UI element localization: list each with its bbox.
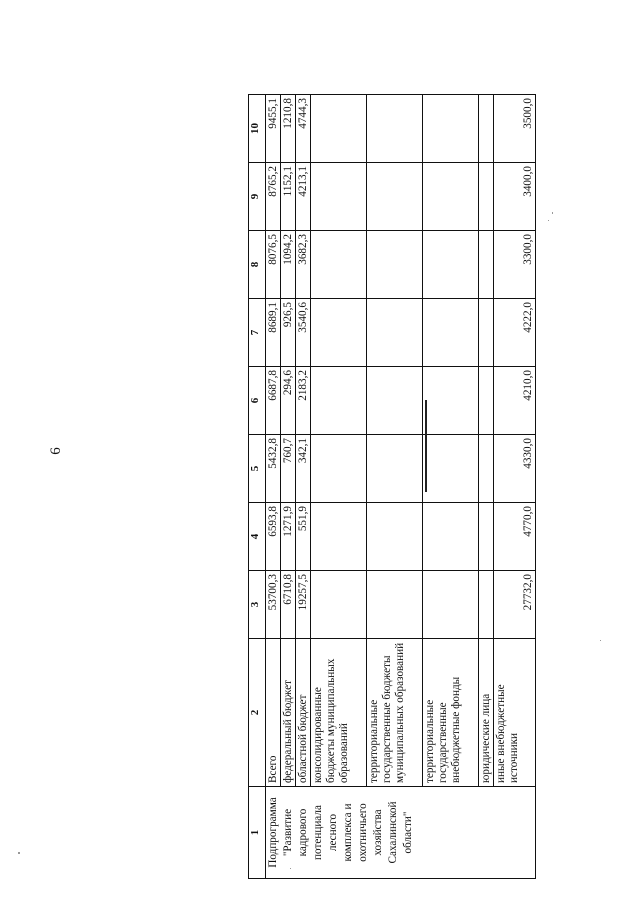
value-cell: 6710,8: [281, 571, 296, 639]
value-cell: 1152,1: [281, 163, 296, 231]
funding-source-label: федеральный бюджет: [281, 639, 296, 787]
value-cell: [311, 231, 367, 299]
value-cell: 19257,5: [296, 571, 311, 639]
value-cell: [367, 163, 423, 231]
closing-rule: [425, 400, 427, 492]
funding-source-label: иные внебюджетные источники: [494, 639, 536, 787]
value-cell: [479, 571, 494, 639]
value-cell: [423, 95, 479, 163]
value-cell: 4744,3: [296, 95, 311, 163]
value-cell: [423, 367, 479, 435]
scan-speck: [290, 868, 291, 869]
funding-source-label: территориальные государственные бюджеты муниципальных образований: [367, 639, 423, 787]
value-cell: 5432,8: [266, 435, 281, 503]
header-cell: 3: [249, 571, 266, 639]
subprogram-name-cell: Подпрограмма "Развитие кадрового потенциала лесного комплекса и охотничьего хозяйства Сахалинской области": [266, 787, 536, 879]
header-cell: 1: [249, 787, 266, 879]
value-cell: 2183,2: [296, 367, 311, 435]
value-cell: [367, 299, 423, 367]
header-cell: 7: [249, 299, 266, 367]
value-cell: 8765,2: [266, 163, 281, 231]
header-cell: 5: [249, 435, 266, 503]
funding-source-label: юридические лица: [479, 639, 494, 787]
scan-speck: [548, 220, 549, 221]
value-cell: 8689,1: [266, 299, 281, 367]
header-cell: 8: [249, 231, 266, 299]
value-cell: 9455,1: [266, 95, 281, 163]
value-cell: 3300,0: [494, 231, 536, 299]
table-row: [311, 95, 367, 879]
value-cell: [423, 571, 479, 639]
value-cell: [423, 231, 479, 299]
value-cell: [423, 435, 479, 503]
table-row: [479, 95, 494, 879]
header-cell: 4: [249, 503, 266, 571]
value-cell: [367, 503, 423, 571]
value-cell: 1210,8: [281, 95, 296, 163]
value-cell: [479, 163, 494, 231]
value-cell: 3500,0: [494, 95, 536, 163]
page-number: 6: [48, 447, 64, 455]
table-row: [281, 95, 296, 879]
funding-table: [248, 94, 536, 879]
value-cell: [479, 503, 494, 571]
value-cell: 926,5: [281, 299, 296, 367]
table-row: [296, 95, 311, 879]
value-cell: 4210,0: [494, 367, 536, 435]
header-cell: 10: [249, 95, 266, 163]
table-row: [494, 95, 536, 879]
value-cell: [367, 571, 423, 639]
value-cell: [311, 299, 367, 367]
value-cell: 6687,8: [266, 367, 281, 435]
value-cell: [479, 367, 494, 435]
value-cell: 3400,0: [494, 163, 536, 231]
table-row: [266, 95, 281, 879]
funding-source-label: консолидированные бюджеты муниципальных образований: [311, 639, 367, 787]
value-cell: 8076,5: [266, 231, 281, 299]
value-cell: 3540,6: [296, 299, 311, 367]
value-cell: 551,9: [296, 503, 311, 571]
value-cell: [423, 163, 479, 231]
value-cell: [367, 95, 423, 163]
value-cell: [367, 435, 423, 503]
header-cell: 9: [249, 163, 266, 231]
value-cell: 294,6: [281, 367, 296, 435]
header-cell: 6: [249, 367, 266, 435]
value-cell: 27732,0: [494, 571, 536, 639]
value-cell: [479, 231, 494, 299]
value-cell: 3682,3: [296, 231, 311, 299]
value-cell: [479, 95, 494, 163]
value-cell: 4330,0: [494, 435, 536, 503]
scan-speck: [600, 640, 601, 641]
value-cell: [311, 163, 367, 231]
funding-source-label: Всего: [266, 639, 281, 787]
value-cell: [367, 231, 423, 299]
value-cell: [479, 299, 494, 367]
funding-table-wrapper: [248, 95, 534, 879]
value-cell: 53700,3: [266, 571, 281, 639]
value-cell: [311, 95, 367, 163]
header-cell: 2: [249, 639, 266, 787]
value-cell: 4213,1: [296, 163, 311, 231]
header-row: [249, 95, 266, 879]
value-cell: [423, 503, 479, 571]
funding-source-label: областной бюджет: [296, 639, 311, 787]
value-cell: [311, 571, 367, 639]
value-cell: [367, 367, 423, 435]
funding-source-label: территориальные государственные внебюджетные фонды: [423, 639, 479, 787]
value-cell: [311, 435, 367, 503]
table-row: [423, 95, 479, 879]
value-cell: 1271,9: [281, 503, 296, 571]
value-cell: 4222,0: [494, 299, 536, 367]
value-cell: 1094,2: [281, 231, 296, 299]
value-cell: 4770,0: [494, 503, 536, 571]
scan-speck: [552, 212, 553, 214]
value-cell: 6593,8: [266, 503, 281, 571]
scan-speck: [18, 852, 20, 854]
value-cell: [311, 503, 367, 571]
value-cell: 342,1: [296, 435, 311, 503]
value-cell: [423, 299, 479, 367]
value-cell: [479, 435, 494, 503]
table-row: [367, 95, 423, 879]
value-cell: 760,7: [281, 435, 296, 503]
value-cell: [311, 367, 367, 435]
